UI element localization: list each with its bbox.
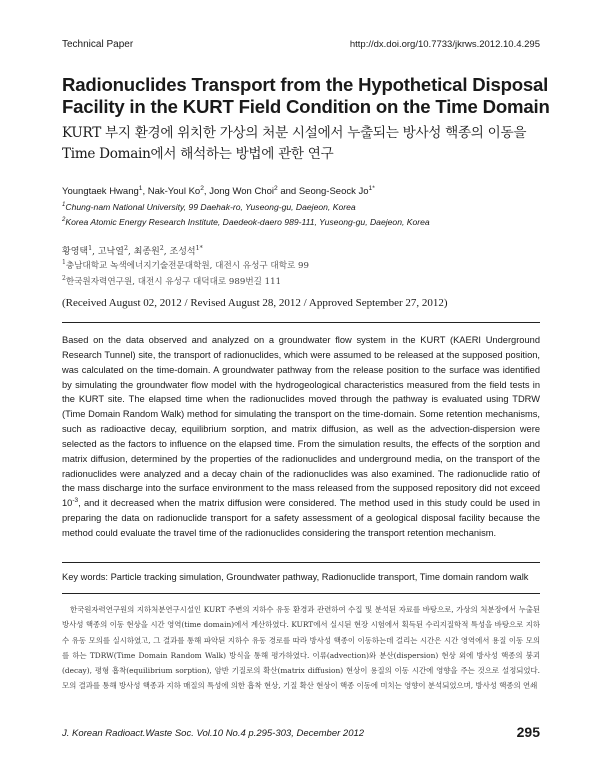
paper-title-english: Radionuclides Transport from the Hypothetical Disposal Facility in the KURT Field Condition on the Time Domain: [62, 74, 550, 117]
author-affiliation-mark: 1*: [195, 245, 203, 252]
affiliation-korean: [62, 275, 281, 287]
author-affiliation-mark: 2: [200, 184, 204, 192]
doi-link[interactable]: http://dx.doi.org/10.7733/jkrws.2012.10.4.295: [349, 39, 540, 50]
section-label: Technical Paper: [62, 39, 134, 50]
author-list-korean: 황영택$^1$, 고낙열$^2$, 최종원$^2$, 조성석$^{1*}$: [62, 245, 203, 257]
journal-citation: J. Korean Radioact.Waste Soc. Vol.10 No.4 p.295-303, December 2012: [62, 728, 365, 739]
affiliation-text: Korea Atomic Energy Research Institute, Daedeok-daero 989-111, Yuseong-gu, Daejeon, Korea: [65, 217, 430, 227]
author-affiliation-mark: 2: [273, 184, 278, 192]
submission-dates: (Received August 02, 2012 / Revised August 28, 2012 / Approved September 27, 2012): [62, 297, 448, 309]
abstract-text: Based on the data observed and analyzed on a groundwater flow system in the KURT (KAERI Underground Research Tunnel) site, the transport of radionuclides, which were assumed to be released at the supposed position, was calculated on the time-domain. A groundwater pathway from the release position to the surface was identified by simulating the groundwater flow model with the hydrogeological characteristics measured from the field tests in the KURT site. The elapsed time when the radionuclides moved through the pathway is evaluated using TDRW (Time Domain Random Walk) method for simulating the transport on the time-domain. Some retention mechanisms, such as radioactive decay, equilibrium sorption, and matrix diffusion, as well as the advection-dispersion were selected as the factors to influence on the elapsed time. From the simulation results, the effects of the sorption and matrix diffusion, determined by the properties of the radionuclides and underground media, on the transport of the radionuclides were analyzed and a decay chain of the radionuclides was also examined. The radionuclide ratio of the mass discharge into the surface environment to the mass released from the supposed repository did not exceed 10: [62, 335, 540, 509]
author-affiliation-mark: 2: [159, 245, 164, 252]
page-number: 295: [516, 724, 540, 740]
author-name: Jong Won Choi: [209, 186, 274, 197]
author-name: 최종원: [133, 247, 160, 257]
divider: [62, 562, 540, 563]
author-affiliation-mark: 2: [123, 245, 128, 252]
author-affiliation-mark: 1: [88, 245, 93, 252]
author-name: 황영택: [62, 247, 89, 257]
affiliation-english: [62, 202, 356, 212]
abstract-text: , and it decreased when the matrix diffusion were considered. The method used in this study could be used in preparing the data on radionuclide transport for a safety assessment of a geological disposal facility because the method could evaluate the travel time of the radionuclides considering the transport retention mechanism.: [62, 498, 540, 538]
author-list-english: Youngtaek Hwang$^1$, Nak-Youl Ko$^2$, Jong Won Choi$^2$ and Seong-Seock $Jo^{1*}$: [62, 184, 375, 197]
affiliation-korean: [62, 259, 309, 271]
author-name: 조성석: [169, 247, 196, 257]
divider: [62, 322, 540, 323]
abstract-english: [62, 333, 540, 541]
affiliation-english: [62, 217, 430, 227]
author-affiliation-mark: 1*: [368, 184, 375, 192]
abstract-exponent: -3: [72, 497, 79, 505]
abstract-korean: 한국원자력연구원의 지하처분연구시설인 KURT 주변의 지하수 유동 환경과 관련하여 수집 및 분석된 자료를 바탕으로, 가상의 처분장에서 누출된 방사성 핵종의 이동 현상을 시간 영역(time domain)에서 계산하였다. KURT에서 실시된 현장 시험에서 획득된 수리지질학적 특성을 바탕으로 지하수 유동 모의를 실시하였고, 그 결과를 통해 파악된 지하수 유동 경로를 따라 방사성 핵종이 이동하는데 걸리는 시간은 시간 영역에서 용질 이동 모의를 하는 TDRW(Time Domain Random Walk) 방식을 통해 평가하였다. 이류(advection)와 분산(dispersion) 현상 외에 방사성 핵종의 붕괴(decay), 평형 흡착(equilibrium sorption), 암반 기질로의 확산(matrix diffusion) 현상이 용질의 이동 시간에 영향을 주는 것으로 설정되었다. 모의 결과를 통해 방사성 핵종과 지하 매질의 특성에 의한 흡착 현상, 기질 확산 현상이 핵종 이동에 미치는 영향이 분석되었으며, 방사성 핵종의 연쇄: [62, 605, 540, 691]
author-name: 고낙열: [97, 247, 124, 257]
affiliation-text: Chung-nam National University, 99 Daehak-ro, Yuseong-gu, Daejeon, Korea: [65, 202, 356, 212]
author-name: Youngtaek Hwang: [62, 186, 139, 197]
paper-title-korean: KURT 부지 환경에 위치한 가상의 처분 시설에서 누출되는 방사성 핵종의 이동을 Time Domain에서 해석하는 방법에 관한 연구: [62, 125, 527, 162]
affiliation-text: 한국원자력연구원, 대전시 유성구 대덕대로 989번길 111: [65, 277, 282, 287]
affiliation-text: 충남대학교 녹색에너지기술전문대학원, 대전시 유성구 대학로 99: [65, 261, 309, 271]
author-name: Seong-Seock Jo: [298, 186, 369, 197]
affiliation-mark: 1: [62, 259, 66, 267]
author-affiliation-mark: 1: [138, 184, 143, 192]
author-name: Nak-Youl Ko: [147, 186, 201, 197]
affiliation-mark: 1: [62, 202, 66, 209]
affiliation-mark: 2: [62, 217, 66, 224]
author-conjunction: and: [277, 186, 299, 197]
divider: [62, 593, 540, 594]
affiliation-mark: 2: [62, 275, 66, 283]
keywords: Key words: Particle tracking simulation, Groundwater pathway, Radionuclide transport, Time domain random walk: [62, 572, 529, 582]
